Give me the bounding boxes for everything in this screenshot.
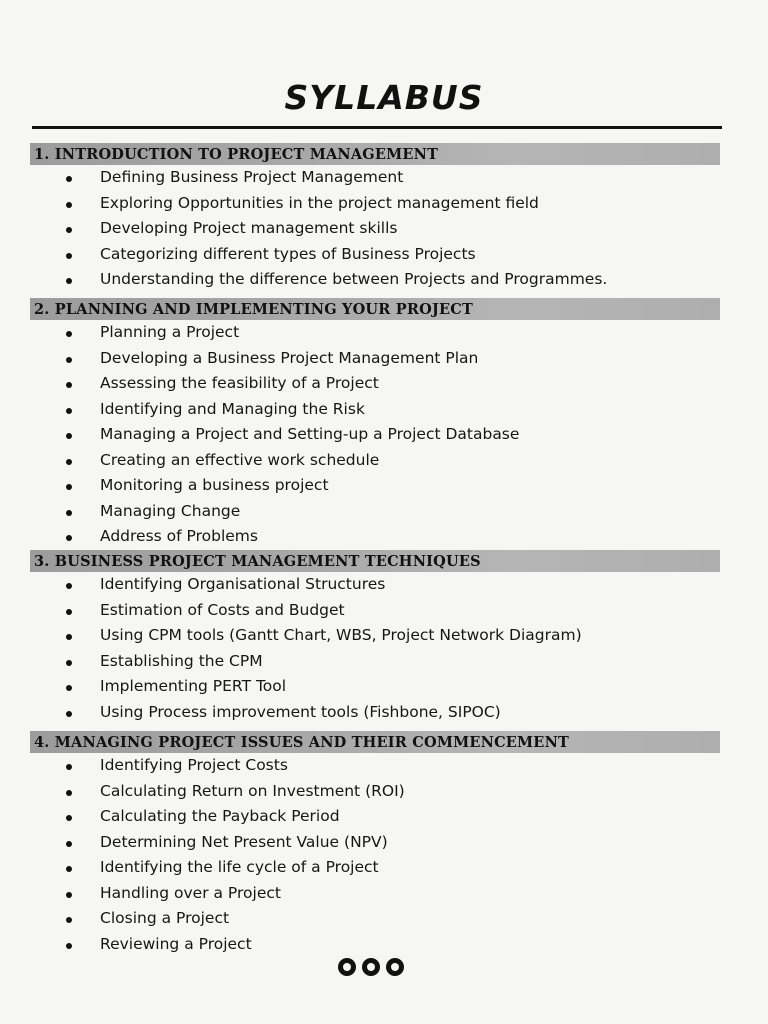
bullet-icon (66, 331, 72, 337)
bullet-icon (66, 583, 72, 589)
list-item (30, 700, 720, 726)
list-item-text: Closing a Project (100, 909, 230, 927)
section-heading-text: 4. MANAGING PROJECT ISSUES AND THEIR COMMENCEMENT (34, 733, 570, 751)
list-item (30, 320, 720, 346)
section-heading-text: 3. BUSINESS PROJECT MANAGEMENT TECHNIQUES (34, 552, 481, 570)
list-item-text: Categorizing different types of Business Projects (100, 244, 476, 263)
list-item-text: Determining Net Present Value (NPV) (100, 832, 388, 851)
list-item (30, 242, 720, 268)
list-item-text: Managing Change (100, 501, 241, 520)
bullet-icon (66, 382, 72, 388)
section-item-list (30, 572, 720, 725)
list-item (30, 473, 720, 499)
list-item-text: Monitoring a business project (100, 476, 329, 494)
section-project-issues (30, 731, 720, 957)
bullet-icon (66, 764, 72, 770)
list-item-text: Developing Project management skills (100, 219, 398, 237)
list-item (30, 165, 720, 191)
list-item (30, 422, 720, 448)
bullet-icon (66, 634, 72, 640)
bullet-icon (66, 711, 72, 717)
bullet-icon (66, 433, 72, 439)
list-item (30, 674, 720, 700)
list-item (30, 397, 720, 423)
list-item (30, 448, 720, 474)
list-item-text: Using Process improvement tools (Fishbone, SIPOC) (100, 702, 501, 721)
bullet-icon (66, 278, 72, 284)
list-item (30, 572, 720, 598)
bullet-icon (66, 866, 72, 872)
page-title: SYLLABUS (284, 78, 484, 117)
bullet-icon (66, 202, 72, 208)
list-item (30, 855, 720, 881)
flower-ornament-icon (386, 958, 404, 976)
list-item (30, 779, 720, 805)
list-item (30, 216, 720, 242)
bullet-icon (66, 892, 72, 898)
list-item (30, 623, 720, 649)
list-item-text: Exploring Opportunities in the project management field (100, 193, 539, 212)
list-item (30, 932, 720, 958)
list-item-text: Establishing the CPM (100, 651, 263, 670)
bullet-icon (66, 253, 72, 259)
section-introduction (30, 143, 720, 293)
bullet-icon (66, 510, 72, 516)
section-planning (30, 298, 720, 550)
flower-ornament-icon (362, 958, 380, 976)
section-heading (30, 731, 720, 753)
flower-ornament-icon (338, 958, 356, 976)
list-item (30, 881, 720, 907)
list-item-text: Identifying and Managing the Risk (100, 399, 365, 418)
section-heading (30, 550, 720, 572)
bullet-icon (66, 484, 72, 490)
list-item (30, 191, 720, 217)
bullet-icon (66, 815, 72, 821)
list-item-text: Assessing the feasibility of a Project (100, 374, 379, 392)
bullet-icon (66, 408, 72, 414)
list-item-text: Identifying the life cycle of a Project (100, 858, 379, 876)
section-item-list (30, 753, 720, 957)
list-item (30, 499, 720, 525)
list-item (30, 649, 720, 675)
list-item-text: Address of Problems (100, 527, 258, 545)
list-item-text: Planning a Project (100, 323, 240, 341)
list-item-text: Handling over a Project (100, 883, 281, 902)
list-item-text: Managing a Project and Setting-up a Project Database (100, 425, 520, 443)
bullet-icon (66, 227, 72, 233)
list-item (30, 830, 720, 856)
list-item (30, 598, 720, 624)
list-item-text: Defining Business Project Management (100, 168, 404, 186)
list-item (30, 804, 720, 830)
list-item-text: Creating an effective work schedule (100, 450, 380, 469)
section-heading (30, 143, 720, 165)
list-item (30, 371, 720, 397)
bullet-icon (66, 841, 72, 847)
bullet-icon (66, 917, 72, 923)
list-item (30, 267, 720, 293)
section-heading (30, 298, 720, 320)
bullet-icon (66, 459, 72, 465)
section-item-list (30, 320, 720, 550)
list-item-text: Reviewing a Project (100, 934, 252, 953)
list-item-text: Identifying Organisational Structures (100, 575, 386, 593)
list-item-text: Identifying Project Costs (100, 756, 288, 774)
list-item (30, 346, 720, 372)
section-techniques (30, 550, 720, 725)
section-item-list (30, 165, 720, 293)
list-item-text: Developing a Business Project Management Plan (100, 348, 479, 367)
list-item-text: Using CPM tools (Gantt Chart, WBS, Project Network Diagram) (100, 626, 582, 644)
list-item (30, 906, 720, 932)
list-item-text: Implementing PERT Tool (100, 677, 287, 695)
list-item (30, 753, 720, 779)
bullet-icon (66, 357, 72, 363)
list-item-text: Estimation of Costs and Budget (100, 600, 345, 619)
bullet-icon (66, 685, 72, 691)
list-item-text: Calculating Return on Investment (ROI) (100, 781, 405, 800)
bullet-icon (66, 660, 72, 666)
bullet-icon (66, 790, 72, 796)
section-heading-text: 1. INTRODUCTION TO PROJECT MANAGEMENT (34, 145, 439, 163)
list-item-text: Calculating the Payback Period (100, 807, 340, 825)
bullet-icon (66, 943, 72, 949)
bullet-icon (66, 176, 72, 182)
title-divider (32, 126, 722, 129)
list-item-text: Understanding the difference between Projects and Programmes. (100, 270, 608, 288)
bullet-icon (66, 609, 72, 615)
list-item (30, 524, 720, 550)
bullet-icon (66, 535, 72, 541)
section-heading-text: 2. PLANNING AND IMPLEMENTING YOUR PROJECT (34, 300, 473, 318)
footer-ornament (338, 958, 404, 976)
